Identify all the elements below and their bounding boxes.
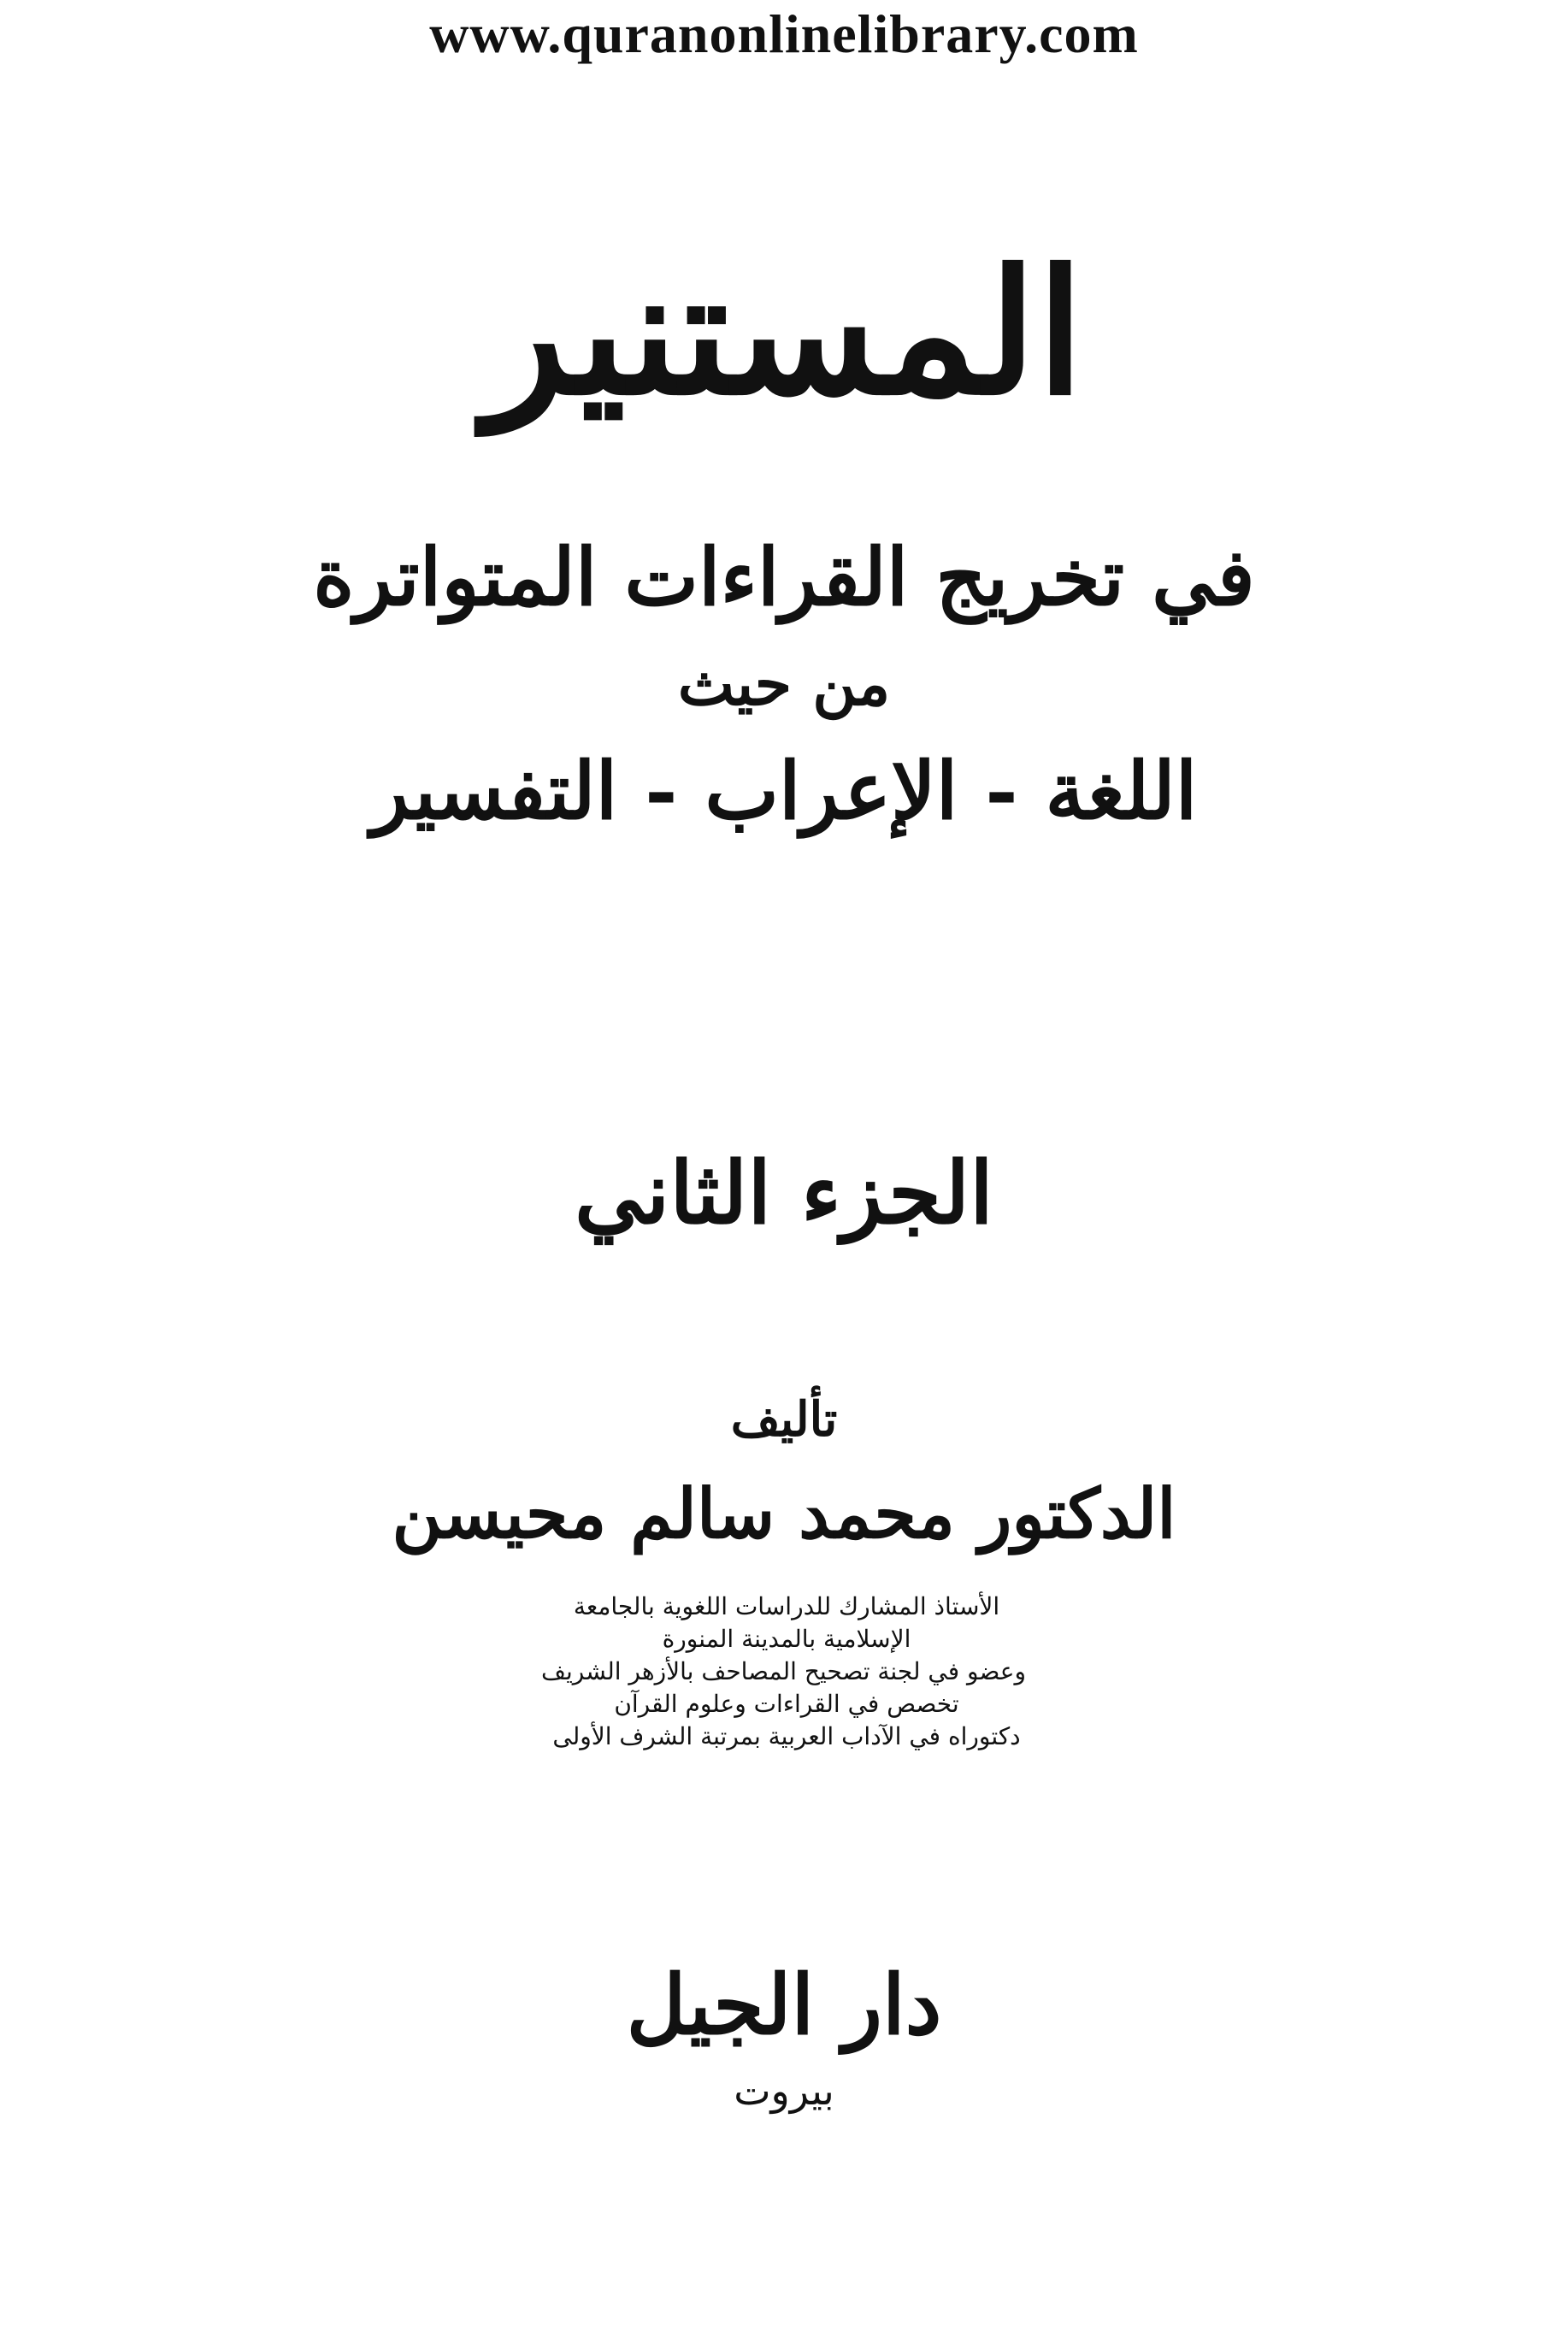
credential-line: وعضو في لجنة تصحيح المصاحف بالأزهر الشريف: [541, 1657, 1026, 1685]
credential-line: الإسلامية بالمدينة المنورة: [662, 1625, 911, 1653]
subtitle-line-2: من حيث: [677, 648, 891, 719]
author-credentials: [541, 1590, 1026, 1753]
website-url: www.quranonlinelibrary.com: [429, 3, 1139, 64]
subtitle-line-1: في تخريج القراءات المتواترة: [313, 531, 1255, 623]
volume-label: الجزء الثاني: [575, 1142, 993, 1243]
book-title: المستنير: [484, 233, 1084, 434]
author-label: تأليف: [730, 1391, 838, 1448]
subtitle-line-3: اللغة - الإعراب - التفسير: [370, 745, 1198, 837]
credential-line: الأستاذ المشارك للدراسات اللغوية بالجامعة: [573, 1592, 1000, 1620]
publisher-name: دار الجيل: [626, 1956, 942, 2053]
credential-line: تخصص في القراءات وعلوم القرآن: [614, 1690, 959, 1718]
author-name: الدكتور محمد سالم محيسن: [392, 1473, 1176, 1554]
publisher-city: بيروت: [734, 2068, 834, 2114]
credential-line: دكتوراه في الآداب العربية بمرتبة الشرف الأولى: [552, 1722, 1021, 1750]
